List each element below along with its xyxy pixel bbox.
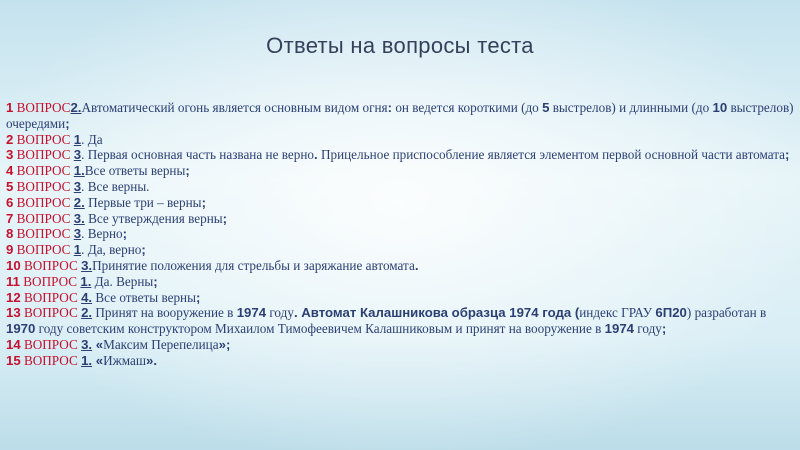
answer-line-2 (6, 132, 794, 148)
answer-line-12: 12 ВОПРОС 4. Все ответы верны; (6, 289, 201, 305)
answer-line-8: 8 ВОПРОС 3. Верно; (6, 226, 128, 242)
question-number: 14 (6, 336, 21, 352)
answer-line-11: 11 ВОПРОС 1. Да. Верны; (6, 273, 158, 289)
question-number: 6 (6, 194, 14, 210)
answer-number: 3 (73, 178, 82, 194)
answer-number: 3 (73, 226, 82, 242)
question-label: ВОПРОС (16, 226, 71, 242)
answer-number: 4. (81, 289, 93, 305)
answer-number: 3. (73, 210, 85, 226)
question-number: 4 (6, 163, 14, 179)
question-number: 15 (6, 352, 21, 368)
answer-text: . Да (81, 131, 103, 147)
answers-list (6, 100, 794, 369)
question-label: ВОПРОС (23, 352, 78, 368)
question-number: 1 (6, 100, 14, 115)
answer-text: Все ответы верны (84, 163, 186, 179)
question-label: ВОПРОС (16, 131, 71, 147)
question-label: ВОПРОС (23, 336, 78, 352)
answer-number: 2. (73, 194, 85, 210)
answer-text: . Все верны. (81, 178, 150, 194)
answer-number: 1 (73, 242, 82, 258)
question-number: 5 (6, 178, 14, 194)
question-label: ВОПРОС (23, 257, 78, 273)
question-number: 12 (6, 289, 21, 305)
question-label: ВОПРОС (23, 289, 78, 305)
answer-line-4: 4 ВОПРОС 1.Все ответы верны; (6, 163, 190, 179)
answer-line-6: 6 ВОПРОС 2. Первые три – верны; (6, 194, 206, 210)
answer-text: . Первая основная часть названа не верно (81, 147, 314, 163)
answer-text: Первые три – верны (84, 194, 202, 210)
question-number: 11 (6, 273, 20, 289)
question-number: 2 (6, 131, 14, 147)
answer-line-15: 15 ВОПРОС 1. «Ижмаш». (6, 352, 158, 368)
answer-text: Все ответы верны (92, 289, 196, 305)
question-number: 8 (6, 226, 14, 242)
answer-line-13: 13 ВОПРОС 2. Принят на вооружение в 1974 году. Автомат Калашникова образца 1974 года (индекс ГРАУ 6П20) разработан в 1970 году советским конструктором Михаилом Тимофеевичем Калашниковым и принят на вооружение в 1974 году; (6, 305, 767, 337)
answer-line-7: 7 ВОПРОС 3. Все утверждения верны; (6, 210, 228, 226)
answer-number: 3. (81, 336, 93, 352)
answer-number: 3 (73, 147, 82, 163)
answer-line-14: 14 ВОПРОС 3. «Максим Перепелица»; (6, 336, 231, 352)
answer-number: 1. (73, 163, 85, 179)
answer-text: Принятие положения для стрельбы и заряжание автомата (92, 257, 415, 273)
answer-line-1: 1 ВОПРОС2.Автоматический огонь является основным видом огня: он ведется короткими (до 5 выстрелов) и длинными (до 10 выстрелов) очередями; (6, 100, 794, 131)
answer-text: Да. Верны (91, 273, 154, 289)
answer-text: Автоматический огонь является основным видом огня (81, 100, 388, 115)
question-label: ВОПРОС (16, 100, 71, 115)
answer-number: 2. (81, 305, 93, 321)
answer-line-10: 10 ВОПРОС 3.Принятие положения для стрельбы и заряжание автомата. (6, 257, 419, 273)
answer-text: . Верно (81, 226, 123, 242)
answer-text: Все утверждения верны (84, 210, 223, 226)
answer-number: 3. (81, 257, 93, 273)
answer-line-3: 3 ВОПРОС 3. Первая основная часть названа не верно. Прицельное приспособление является элементом первой основной части автомата; (6, 147, 790, 163)
slide-title: Ответы на вопросы теста (266, 33, 534, 58)
answer-text: Максим Перепелица (103, 336, 219, 352)
question-label: ВОПРОС (16, 178, 71, 194)
answer-line-5 (6, 179, 794, 195)
answer-text: Принят на вооружение в (92, 305, 237, 321)
answer-text: . Да, верно (81, 242, 142, 258)
question-label: ВОПРОС (16, 163, 71, 179)
question-number: 3 (6, 147, 14, 163)
answer-line-9: 9 ВОПРОС 1. Да, верно; (6, 242, 146, 258)
question-label: ВОПРОС (16, 242, 71, 258)
answer-number: 1. (80, 273, 92, 289)
question-number: 10 (6, 257, 21, 273)
answer-number: 1 (73, 131, 82, 147)
question-label: ВОПРОС (16, 147, 71, 163)
question-number: 9 (6, 242, 14, 258)
answer-text: Ижмаш (103, 352, 146, 368)
answer-number: 2. (70, 100, 82, 115)
question-label: ВОПРОС (16, 210, 71, 226)
question-label: ВОПРОС (23, 305, 78, 321)
question-number: 7 (6, 210, 14, 226)
question-number: 13 (6, 305, 21, 321)
answer-number: 1. (81, 352, 93, 368)
question-label: ВОПРОС (16, 194, 71, 210)
question-label: ВОПРОС (23, 273, 78, 289)
